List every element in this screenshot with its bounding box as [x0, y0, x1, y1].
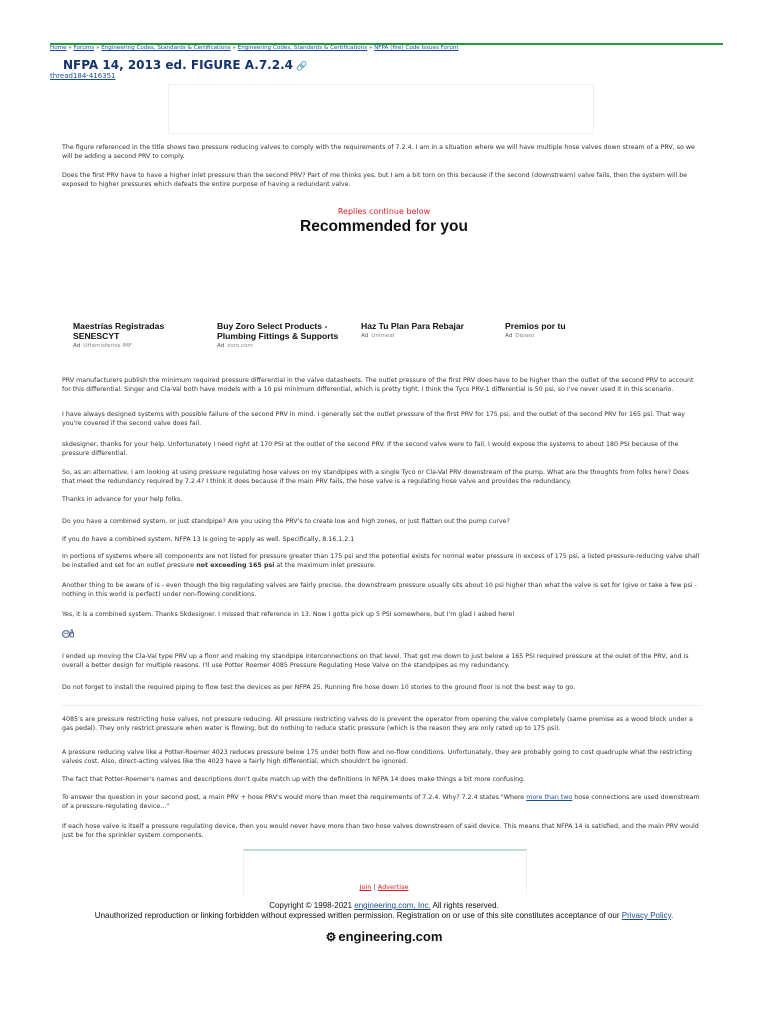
post-text — [62, 794, 702, 811]
post-text: 4085's are pressure restricting hose valves, not pressure reducing. All pressure restricting valves do is prevent the operator from opening the valve completely (same premise as a wood block under a gas pedal). They only restrict pressure when water is flowing, but do nothing to reduce static pressure (which is the reason they are only rated up to 175 psi). — [62, 716, 693, 732]
breadcrumb-separator: » — [68, 45, 72, 51]
post-text: skdesigner, thanks for your help. Unfortunately I need right at 170 PSI at the outlet of the second PRV. If the second valve were to fail, I would expose the systems to about 180 PSI because of the pressure differential. — [62, 441, 679, 457]
ad-label: Ad — [505, 333, 513, 339]
breadcrumb — [50, 45, 458, 51]
recommended-card[interactable] — [217, 321, 355, 349]
post-text-segment: hose connections are used downstream of a pressure-regulating device..." — [62, 794, 700, 810]
post-text: Another thing to be aware of is - even though the big regulating valves are fairly precise, the downstream pressure usually sits about 10 psi higher than what the valve is set for (give or take a few psi - nothing in this world is perfect) under non-flowing conditions. — [62, 582, 697, 598]
thumbs-up-icon — [62, 629, 75, 638]
thread-title-text: NFPA 14, 2013 ed. FIGURE A.7.2.4 — [63, 58, 293, 72]
thread-title — [63, 58, 307, 72]
post-text: PRV manufacturers publish the minimum required pressure differential in the valve datasheets. The outlet pressure of the first PRV does have to be higher than the outlet of the second PRV to account for this differential. Singer and Cla-Val both have models with a 10 psi minimum differential, which is pretty tight. I think the Tyco PRV-1 differential is 50 psi, so I've never used it in this scenario. — [62, 377, 694, 393]
post-text-link[interactable]: more than two — [526, 794, 573, 801]
post-text: I have always designed systems with possible failure of the second PRV in mind. I generally set the outlet pressure of the first PRV for 175 psi, and the outlet of the second PRV for 165 psi. That way you're covered if the second valve does fail. — [62, 411, 686, 427]
post-text-segment: In portions of systems where all components are not listed for pressure greater than 175 psi and the potential exists for normal water pressure in excess of 175 psi, a listed pressure-reducing valve shall be installed and set for an outlet pressure — [62, 553, 700, 569]
post-divider — [62, 705, 702, 706]
breadcrumb-codes-1[interactable]: Engineering Codes, Standards & Certifications — [101, 45, 231, 51]
recommended-card-title: SENESCYT — [73, 331, 120, 341]
legal-end: . — [670, 911, 674, 920]
post-text: Do not forget to install the required piping to flow test the devices as per NFPA 25. Running fire hose down 10 stories to the ground floor is not the best way to go. — [62, 684, 576, 691]
join-link[interactable]: Join — [359, 883, 372, 891]
link-icon[interactable]: 🔗 — [295, 62, 308, 72]
recommended-card[interactable] — [505, 321, 575, 339]
recommended-card-title: Buy Zoro Select Products - — [217, 321, 328, 331]
brand-name: engineering.com — [338, 929, 443, 944]
post-text: Thanks in advance for your help folks. — [62, 496, 183, 503]
breadcrumb-codes-2[interactable]: Engineering Codes, Standards & Certifications — [237, 45, 368, 51]
copyright-suffix: All rights reserved. — [430, 901, 499, 910]
company-link[interactable]: engineering.com, Inc. — [354, 901, 431, 910]
post-text-segment: To answer the question in your second post, a main PRV + hose PRV's would more than meet the requirements of 7.2.4. Why? 7.2.4 states "Where — [62, 794, 527, 801]
recommended-card-title: Plumbing Fittings & Supports — [217, 331, 339, 341]
footer-links — [0, 883, 768, 891]
recommended-card[interactable] — [73, 321, 211, 349]
advertise-link[interactable]: Advertise — [377, 883, 409, 891]
recommended-card-title: Haz Tu Plan Para Rebajar — [361, 321, 465, 331]
footer-separator: | — [373, 883, 376, 891]
thread-id-link[interactable]: thread184-416351 — [50, 72, 116, 80]
breadcrumb-forums[interactable]: Forums — [73, 45, 95, 51]
post-text: The fact that Potter-Roemer's names and descriptions don't quite match up with the definitions in NFPA 14 does make things a bit more confusing. — [62, 776, 526, 783]
post-text: A pressure reducing valve like a Potter-Roemer 4023 reduces pressure below 175 under both flow and no-flow conditions. Unfortunately, they are probably going to cost quadruple what the restricting valves cost. Also, direct-acting valves like the 4023 have a fairly high differential, which shouldn't be ignored. — [62, 749, 692, 765]
recommended-card-source: UHemisferios IMF — [83, 343, 133, 349]
legal-notice — [0, 911, 768, 920]
gear-icon: ⚙ — [325, 930, 337, 944]
recommended-card-source: Dipaso — [515, 333, 535, 339]
post-text: So, as an alternative, I am looking at using pressure regulating hose valves on my standpipes with a single Tyco or Cla-Val PRV downstream of the pump. What are the thoughts from folks here? Does that meet the redundancy required by 7.2.4? I think it does because if the main PRV fails, the hose valve is a regulating hose valve and provides the redundancy. — [62, 469, 689, 485]
post-text-segment: at the maximum inlet pressure. — [274, 561, 376, 569]
recommended-heading: Recommended for you — [300, 218, 468, 235]
post-text-bold: not exceeding 165 psi — [196, 561, 275, 569]
recommended-card-title: Premios por tu — [505, 321, 566, 331]
privacy-policy-link[interactable]: Privacy Policy — [621, 911, 671, 920]
breadcrumb-separator: » — [368, 45, 373, 51]
ad-label: Ad — [217, 343, 225, 349]
copyright-prefix: Copyright © 1998-2021 — [269, 901, 355, 910]
post-text — [62, 553, 702, 570]
breadcrumb-nfpa-forum[interactable]: NFPA (fire) Code Issues Forum — [374, 45, 459, 51]
post-text: If each hose valve is itself a pressure regulating device, then you would never have more than two hose valves downstream of said device. This means that NFPA 14 is satisfied, and the main PRV would just be for the sprinkler system components. — [62, 823, 699, 839]
recommended-card-title: Maestrías Registradas — [73, 321, 165, 331]
post-text: I ended up moving the Cla-Val type PRV up a floor and making my standpipe interconnections on that level. That got me down to just below a 165 PSI required pressure at the oulet of the PRV, and is overall a better design for multiple reasons. I'll use Potter Roemer 4085 Pressure Regulating Hose Valve on the standpipes as my redundancy. — [62, 653, 689, 669]
post-text: Does the first PRV have to have a higher inlet pressure than the second PRV? Part of me thinks yes, but I am a bit torn on this because if the second (downstream) valve fails, then the system will be exposed to higher pressures which defeats the entire purpose of having a redundant valve. — [62, 172, 688, 188]
recommended-card[interactable] — [361, 321, 499, 339]
legal-text: Unauthorized reproduction or linking forbidden without expressed written permission. Registration on or use of this site constitutes acceptance of our — [94, 911, 622, 920]
brand-logo[interactable] — [0, 929, 768, 944]
post-text: Yes, it is a combined system. Thanks Skdesigner. I missed that reference in 13. Now I gotta pick up 5 PSI somewhere, but I'm glad I asked here! — [62, 611, 515, 618]
ad-placeholder — [168, 84, 594, 134]
breadcrumb-separator: » — [232, 45, 236, 51]
recommended-card-source: Unimeal — [371, 333, 395, 339]
post-text: The figure referenced in the title shows two pressure reducing valves to comply with the requirements of 7.2.4. I am in a situation where we will have multiple hose valves down stream of a PRV, so we will be adding a second PRV to comply. — [62, 144, 695, 160]
copyright — [0, 901, 768, 910]
breadcrumb-home[interactable]: Home — [50, 45, 67, 51]
breadcrumb-separator: » — [95, 45, 100, 51]
ad-label: Ad — [73, 343, 81, 349]
replies-continue-notice: Replies continue below — [337, 207, 431, 216]
recommended-card-source: zoro.com — [227, 343, 253, 349]
post-text: If you do have a combined system, NFPA 13 is going to apply as well. Specifically, 8.16.1.2.1 — [62, 536, 355, 543]
ad-label: Ad — [361, 333, 369, 339]
post-text: Do you have a combined system, or just standpipe? Are you using the PRV's to create low and high zones, or just flatten out the pump curve? — [62, 518, 510, 525]
